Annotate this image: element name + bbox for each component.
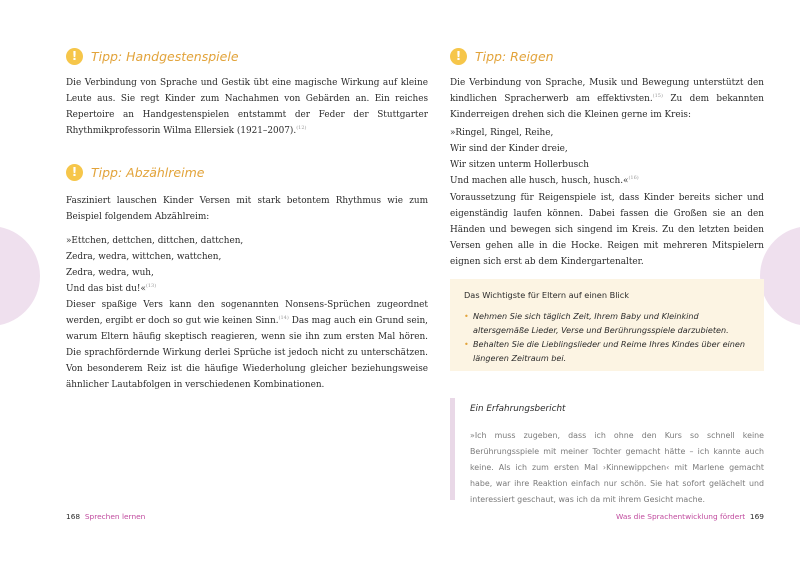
bullet-icon: • [464, 311, 469, 321]
reigen-verse [450, 125, 639, 189]
verse-line: Zedra, wedra, wittchen, wattchen, [66, 252, 222, 262]
tip-title: Tipp: Reigen [475, 49, 554, 64]
verse-line: Und das bist du!«$^{(13)}$ [66, 283, 157, 294]
verse-line: Und machen alle husch, husch, husch.«$^{(16)}$ [450, 175, 639, 186]
summary-box-title: Das Wichtigste für Eltern auf einen Blick [464, 290, 630, 300]
page-number: 169 [749, 512, 764, 521]
running-section-title: Sprechen lernen [84, 512, 146, 521]
exclamation-icon: ! [66, 48, 83, 65]
tip-reigen-heading [450, 48, 554, 65]
summary-list [464, 309, 752, 365]
tip-title: Tipp: Abzählreime [91, 165, 205, 180]
exclamation-icon: ! [66, 164, 83, 181]
footer-left [66, 512, 145, 521]
tip-handgestenspiele-text: Die Verbindung von Sprache und Gestik übt eine magische Wirkung auf kleine Leute aus. Sie regt Kinder zum Nachahmen von Gebärden an. Ein reiches Repertoire an Handgestenspielen entstammt der Feder der Stuttgarter Rhythmikprofessorin Wilma Ellersiek (1921–2007).$^{(12)}$ [66, 78, 428, 136]
summary-item: • Behalten Sie die Lieblingslieder und Reime Ihres Kindes über einen längeren Zeitraum bei. [464, 339, 746, 363]
tip-abzaehlreime-intro: Fasziniert lauschen Kinder Versen mit stark betontem Rhythmus wie zum Beispiel folgendem Abzählreim: [66, 196, 428, 222]
tip-reigen-text2: Voraussetzung für Reigenspiele ist, dass Kinder bereits sicher und eigenständig laufen können. Dabei fassen die Großen sie an den Händen und bewegen sich singend im Kreis. Zu den letzten beiden Versen gehen alle in die Hocke. Reigen mit mehreren Mitspielern eignen sich erst ab dem Kindergartenalter. [450, 193, 764, 267]
bullet-icon: • [464, 339, 469, 349]
abzaehlreim-verse [66, 233, 243, 297]
verse-line: »Ringel, Ringel, Reihe, [450, 128, 554, 138]
tip-reigen-text: Die Verbindung von Sprache, Musik und Bewegung unterstützt den kindlichen Spracherwerb am effektivsten.$^{(15)}$ Zu dem bekannten Kinderreigen drehen sich die Kleinen gerne im Kreis: [450, 78, 764, 120]
report-accent-bar [450, 398, 455, 500]
decorative-circle-left [0, 226, 40, 326]
verse-line: Wir sind der Kinder dreie, [450, 144, 568, 154]
verse-line: Zedra, wedra, wuh, [66, 268, 154, 278]
summary-item: • Nehmen Sie sich täglich Zeit, Ihrem Baby und Kleinkind altersgemäße Lieder, Verse und Berührungsspiele darzubieten. [464, 311, 729, 335]
verse-line: Wir sitzen unterm Hollerbusch [450, 160, 589, 170]
tip-abzaehlreime-heading [66, 164, 204, 181]
tip-abzaehlreime-text: Dieser spaßige Vers kann den sogenannten Nonsens-Sprüchen zugeordnet werden, ergibt er doch so gut wie keinen Sinn.$^{(14)}$ Das mag auch ein Grund sein, warum Eltern häufig skeptisch reagieren, wenn sie ihn zum ersten Mal hören. Die sprachfördernde Wirkung derlei Sprüche ist jedoch nicht zu unterschätzen. Von besonderem Reiz ist die häufige Wiederholung gleicher beziehungsweise ähnlicher Lautabfolgen in verschiedenen Kombinationen. [66, 300, 428, 390]
exclamation-icon: ! [450, 48, 467, 65]
decorative-circle-right [760, 226, 800, 326]
summary-box [450, 279, 764, 371]
verse-line: »Ettchen, dettchen, dittchen, dattchen, [66, 236, 244, 246]
tip-handgestenspiele-heading [66, 48, 239, 65]
tip-title: Tipp: Handgestenspiele [91, 49, 239, 64]
footer-right [616, 512, 764, 521]
page-number: 168 [66, 512, 81, 521]
report-text: »Ich muss zugeben, dass ich ohne den Kurs so schnell keine Berührungsspiele mit meiner Tochter gemacht hätte – ich kannte auch keine. Als ich zum ersten Mal ›Kinnewippchen‹ mit Marlene gemacht habe, war ihre Reaktion einfach nur schön. Sie hat sofort gelächelt und interessiert geschaut, was ich da mit ihrem Gesicht mache. [470, 431, 764, 504]
report-title: Ein Erfahrungsbericht [470, 404, 566, 414]
running-section-title: Was die Sprachentwicklung fördert [616, 512, 746, 521]
